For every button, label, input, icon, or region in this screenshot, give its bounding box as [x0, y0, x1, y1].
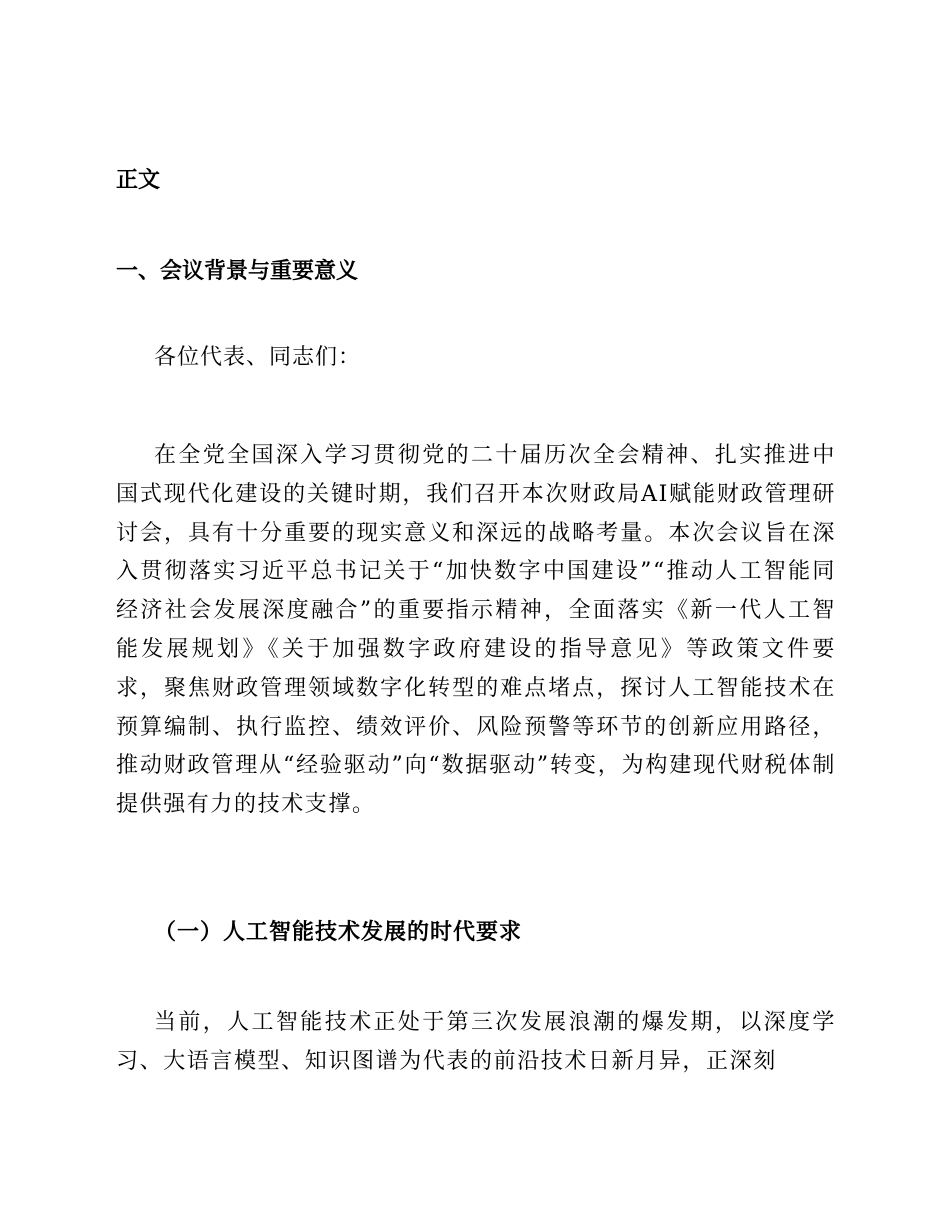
body-paragraph-2: 当前，人工智能技术正处于第三次发展浪潮的爆发期，以深度学习、大语言模型、知识图谱为代表的前沿技术日新月异，正深刻: [116, 1010, 836, 1074]
section-heading: 一、会议背景与重要意义: [116, 259, 359, 284]
document-title: 正文: [116, 168, 161, 193]
body-paragraph-1: 在全党全国深入学习贯彻党的二十届历次全会精神、扎实推进中国式现代化建设的关键时期，我们召开本次财政局AI赋能财政管理研讨会，具有十分重要的现实意义和深远的战略考量。本次会议旨在深入贯彻落实习近平总书记关于“加快数字中国建设”“推动人工智能同经济社会发展深度融合”的重要指示精神，全面落实《新一代人工智能发展规划》《关于加强数字政府建设的指导意见》等政策文件要求，聚焦财政管理领域数字化转型的难点堵点，探讨人工智能技术在预算编制、执行监控、绩效评价、风险预警等环节的创新应用路径，推动财政管理从“经验驱动”向“数据驱动”转变，为构建现代财税体制提供强有力的技术支撑。: [116, 443, 836, 818]
subheading-1: （一）人工智能技术发展的时代要求: [154, 919, 523, 945]
salutation: 各位代表、同志们：: [154, 345, 362, 370]
